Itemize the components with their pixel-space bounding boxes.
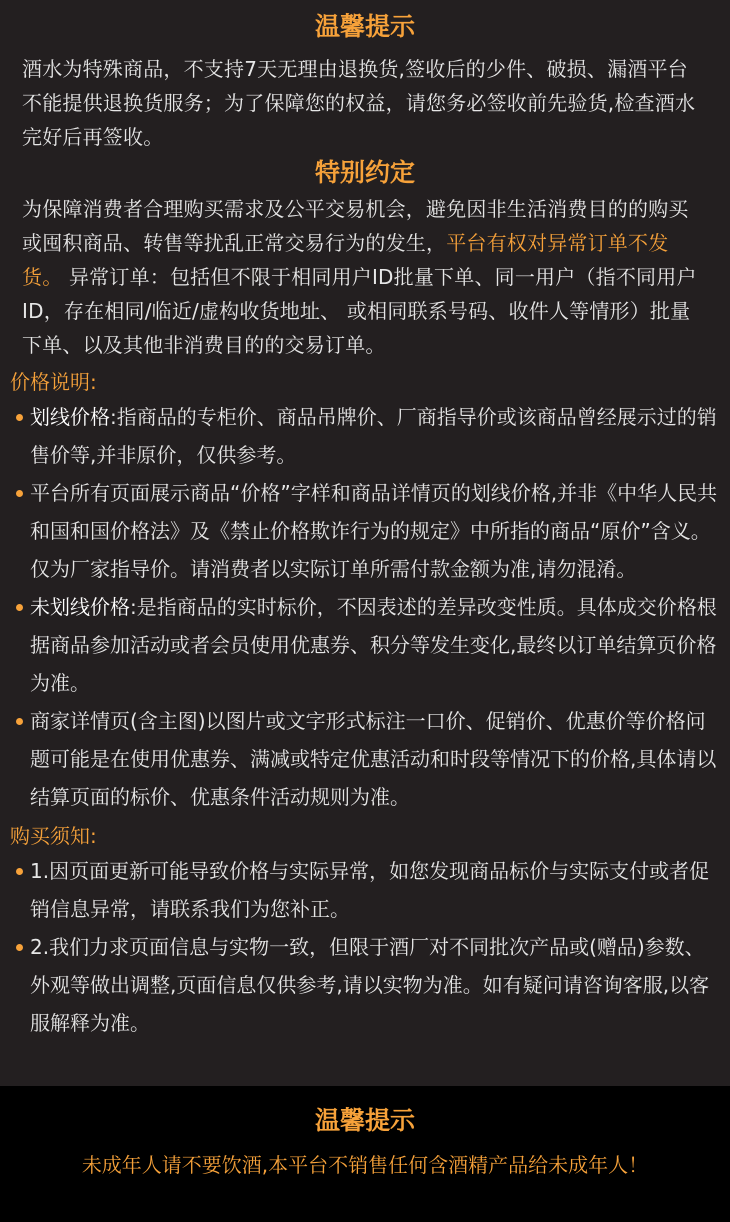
price-item-lead: 划线价格 <box>30 405 110 429</box>
bullet-dot <box>16 718 23 725</box>
list-item <box>12 702 718 816</box>
bullet-dot <box>16 868 23 875</box>
price-item-lead: 未划线价格 <box>30 595 130 619</box>
minor-warning-panel <box>0 1086 730 1222</box>
agreement-body-pre: 为保障消费者合理购买需求及公平交易机会，避免因非生活消费目的的购买或囤积商品、转售等扰乱正常交易行为的发生， <box>22 197 689 255</box>
bullet-dot <box>16 414 23 421</box>
agreement-body <box>22 192 708 362</box>
purchase-list <box>0 852 730 1042</box>
list-item <box>12 852 718 928</box>
list-item <box>12 928 718 1042</box>
bullet-dot <box>16 490 23 497</box>
agreement-body-highlight: 平台有权对异常订单不发货。 <box>22 231 669 289</box>
notice-title: 温馨提示 <box>314 12 415 41</box>
footer-text: 未成年人请不要饮酒,本平台不销售任何含酒精产品给未成年人！ <box>81 1153 649 1177</box>
price-item-text: 商家详情页(含主图)以图片或文字形式标注一口价、促销价、优惠价等价格问题可能是在使用优惠券、满减或特定优惠活动和时段等情况下的价格,具体请以结算页面的标价、优惠条件活动规则为准。 <box>30 709 717 809</box>
price-item-text: :是指商品的实时标价，不因表述的差异改变性质。具体成交价格根据商品参加活动或者会员使用优惠券、积分等发生变化,最终以订单结算页价格为准。 <box>30 595 717 695</box>
purchase-item-text: 2.我们力求页面信息与实物一致，但限于酒厂对不同批次产品或(赠品)参数、外观等做出调整,页面信息仅供参考,请以实物为准。如有疑问请咨询客服,以客服解释为准。 <box>30 935 710 1035</box>
list-item <box>12 474 718 588</box>
notice-body: 酒水为特殊商品，不支持7天无理由退换货,签收后的少件、破损、漏酒平台不能提供退换货服务；为了保障您的权益，请您务必签收前先验货,检查酒水完好后再签收。 <box>22 57 696 149</box>
purchase-item-text: 1.因页面更新可能导致价格与实际异常，如您发现商品标价与实际支付或者促销信息异常，请联系我们为您补正。 <box>30 859 710 921</box>
agreement-body-post: 异常订单：包括但不限于相同用户ID批量下单、同一用户（指不同用户ID，存在相同/临近/虚构收货地址、 或相同联系号码、收件人等情形）批量下单、以及其他非消费目的的交易订单。 <box>22 265 697 357</box>
purchase-heading: 购买须知: <box>10 824 97 848</box>
bullet-dot <box>16 944 23 951</box>
agreement-title: 特别约定 <box>314 158 415 187</box>
price-list <box>0 398 730 816</box>
price-item-text: 平台所有页面展示商品“价格”字样和商品详情页的划线价格,并非《中华人民共和国和国价格法》及《禁止价格欺诈行为的规定》中所指的商品“原价”含义。仅为厂家指导价。请消费者以实际订单所需付款金额为准,请勿混淆。 <box>30 481 718 581</box>
price-item-text: :指商品的专柜价、商品吊牌价、厂商指导价或该商品曾经展示过的销售价等,并非原价，仅供参考。 <box>30 405 717 467</box>
list-item <box>12 398 718 474</box>
price-heading: 价格说明: <box>10 370 97 394</box>
bullet-dot <box>16 604 23 611</box>
list-item <box>12 588 718 702</box>
footer-title: 温馨提示 <box>314 1106 415 1135</box>
